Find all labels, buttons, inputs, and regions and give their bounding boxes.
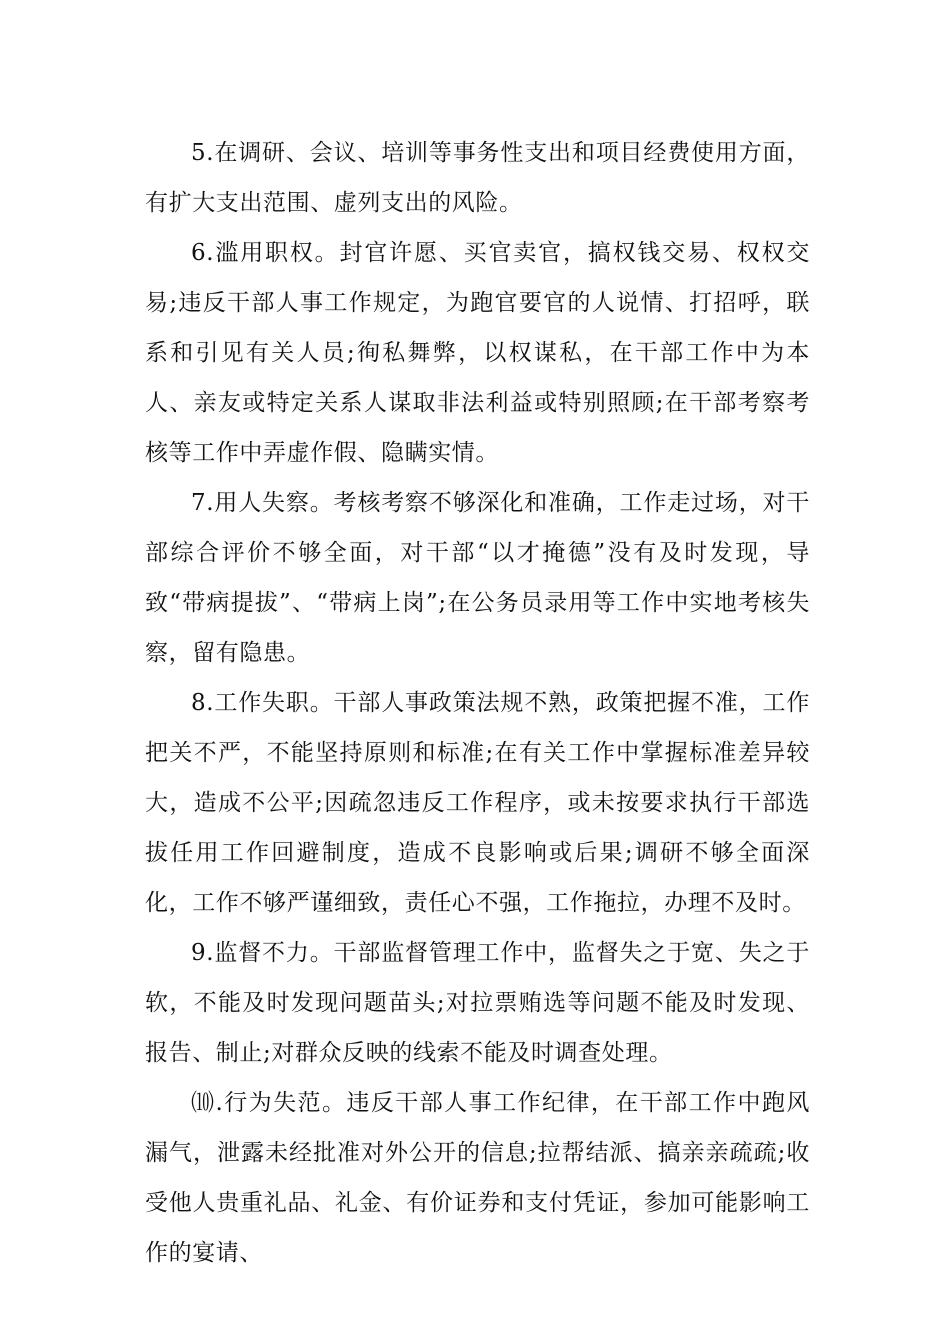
paragraph-item-10: ⑽.行为失范。违反干部人事工作纪律，在干部工作中跑风漏气，泄露未经批准对外公开的信息;拉帮结派、搞亲亲疏疏;收受他人贵重礼品、礼金、有价证券和支付凭证，参加可能影响工作的宴请、 — [145, 1090, 810, 1266]
document-body — [145, 128, 810, 1278]
paragraph-item-5: 5.在调研、会议、培训等事务性支出和项目经费使用方面，有扩大支出范围、虚列支出的风险。 — [145, 140, 810, 216]
paragraph-item-6: 6.滥用职权。封官许愿、买官卖官，搞权钱交易、权权交易;违反干部人事工作规定，为跑官要官的人说情、打招呼，联系和引见有关人员;徇私舞弊，以权谋私，在干部工作中为本人、亲友或特定关系人谋取非法利益或特别照顾;在干部考察考核等工作中弄虚作假、隐瞒实情。 — [145, 240, 810, 466]
paragraph-item-9: 9.监督不力。干部监督管理工作中，监督失之于宽、失之于软，不能及时发现问题苗头;对拉票贿选等问题不能及时发现、报告、制止;对群众反映的线索不能及时调查处理。 — [145, 940, 810, 1066]
paragraph-item-7: 7.用人失察。考核考察不够深化和准确，工作走过场，对干部综合评价不够全面，对干部“以才掩德”没有及时发现，导致“带病提拔”、“带病上岗”;在公务员录用等工作中实地考核失察，留有隐患。 — [145, 490, 810, 666]
paragraph-item-8: 8.工作失职。干部人事政策法规不熟，政策把握不准，工作把关不严，不能坚持原则和标准;在有关工作中掌握标准差异较大，造成不公平;因疏忽违反工作程序，或未按要求执行干部选拔任用工作回避制度，造成不良影响或后果;调研不够全面深化，工作不够严谨细致，责任心不强，工作拖拉，办理不及时。 — [145, 690, 810, 916]
